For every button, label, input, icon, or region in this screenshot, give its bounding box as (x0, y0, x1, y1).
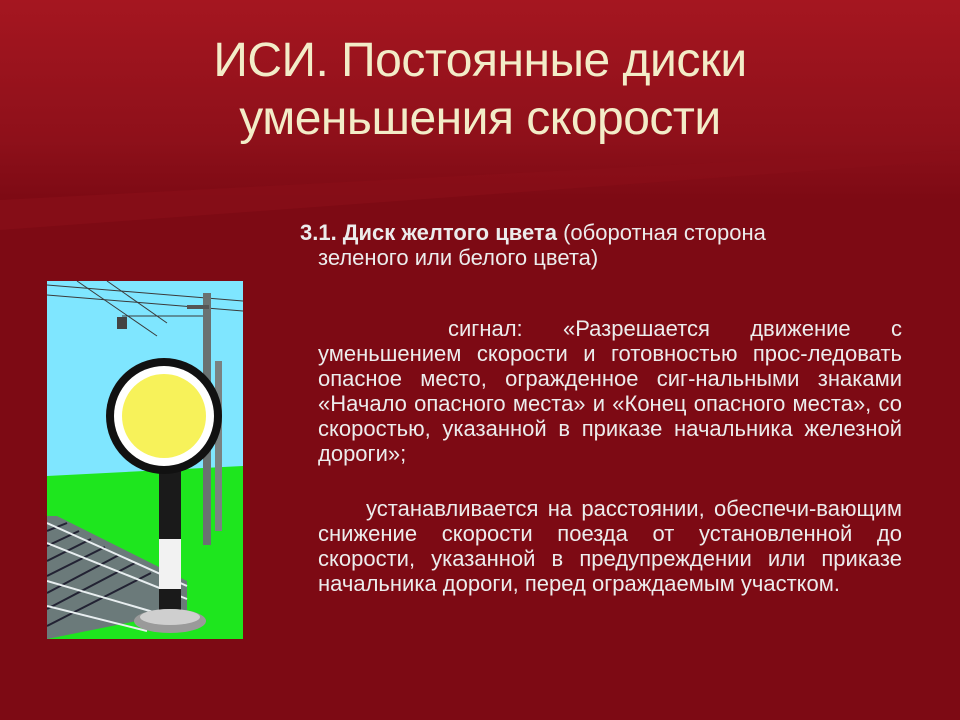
placement-text: устанавливается на расстоянии, обеспечи-вающим снижение скорости поезда от установленной до скорости, указанной в предупреждении или приказе начальника дороги, перед ограждаемым участком. (318, 496, 902, 596)
signal-text: сигнал: «Разрешается движение с уменьшением скорости и готовностью прос-ледовать опасное место, огражденное сиг-нальными знаками «Начало опасного места» и «Конец опасного места», со скоростью, указанной в приказе начальника железной дороги»; (318, 316, 902, 466)
yellow-disc-illustration (47, 281, 243, 639)
title-line-2: уменьшения скорости (239, 92, 721, 145)
heading-bold: 3.1. Диск желтого цвета (300, 220, 557, 245)
placement-paragraph (300, 496, 902, 596)
catenary-mast-far (215, 361, 222, 531)
yellow-disc (122, 374, 206, 458)
slide-title (90, 32, 870, 148)
title-line-1: ИСИ. Постоянные диски (213, 34, 747, 87)
heading-line-2: зеленого или белого цвета) (318, 245, 599, 270)
signal-paragraph (300, 316, 902, 466)
heading-rest: (оборотная сторона (556, 220, 766, 245)
slide-body (300, 220, 902, 596)
post-white-band (159, 539, 181, 589)
insulator (117, 317, 127, 329)
section-heading (300, 220, 902, 270)
